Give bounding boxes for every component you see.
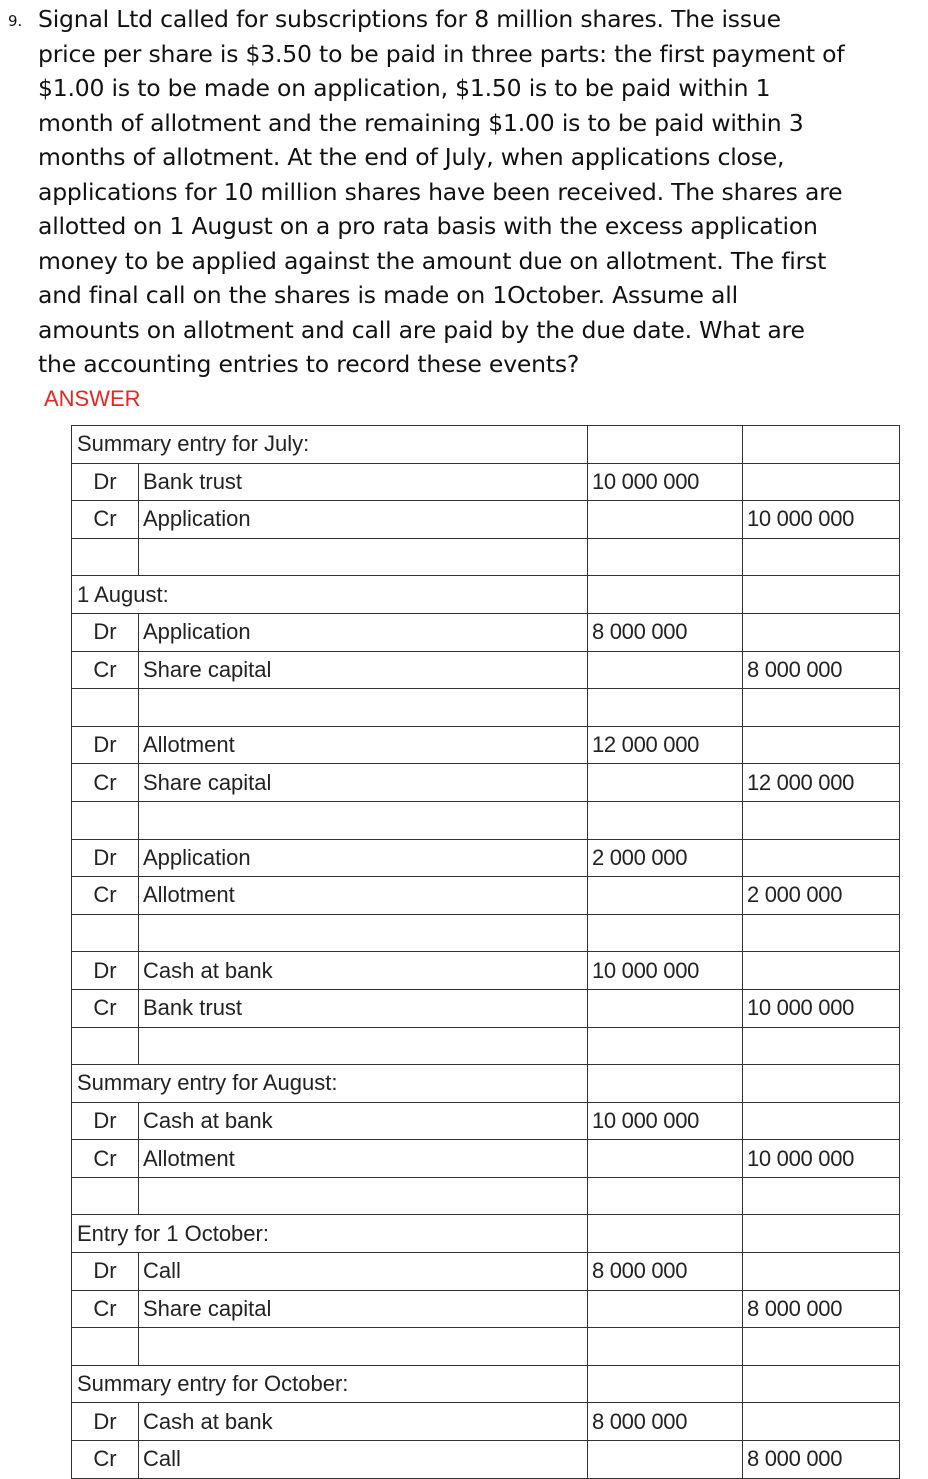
ledger-entry-row [72,613,900,651]
credit-amount [743,1403,900,1441]
question-line: applications for 10 million shares have been received. The shares are [38,177,843,206]
credit-amount [743,1328,900,1366]
credit-amount [743,689,900,727]
entry-heading: Summary entry for July: [72,426,588,464]
answer-label: ANSWER [44,386,141,411]
ledger-blank-row [72,1328,900,1366]
debit-amount [588,426,743,464]
credit-amount [743,1365,900,1403]
dr-cr-indicator [72,1328,139,1366]
entry-heading: Summary entry for October: [72,1365,588,1403]
debit-amount [588,689,743,727]
credit-amount: 8 000 000 [743,1441,900,1479]
debit-amount: 8 000 000 [588,1403,743,1441]
credit-amount [743,1065,900,1103]
account-name [139,914,588,952]
debit-amount [588,1365,743,1403]
ledger-entry-row [72,952,900,990]
debit-amount: 10 000 000 [588,463,743,501]
dr-cr-indicator: Cr [72,1140,139,1178]
account-name: Allotment [139,877,588,915]
dr-cr-indicator: Dr [72,463,139,501]
ledger-heading-row [72,1065,900,1103]
ledger-entry-row [72,989,900,1027]
debit-amount: 8 000 000 [588,1253,743,1291]
account-name: Allotment [139,1140,588,1178]
debit-amount [588,1441,743,1479]
credit-amount [743,1027,900,1065]
account-name [139,1177,588,1215]
debit-amount [588,1177,743,1215]
account-name: Call [139,1253,588,1291]
debit-amount [588,1027,743,1065]
ledger-blank-row [72,1027,900,1065]
debit-amount [588,877,743,915]
ledger-blank-row [72,689,900,727]
ledger-heading-row [72,1365,900,1403]
journal-entries-body [72,426,900,1479]
dr-cr-indicator: Dr [72,613,139,651]
account-name: Share capital [139,1290,588,1328]
credit-amount: 10 000 000 [743,989,900,1027]
account-name: Share capital [139,651,588,689]
credit-amount [743,426,900,464]
question-line: $1.00 is to be made on application, $1.50 is to be paid within 1 [38,74,771,102]
ledger-blank-row [72,801,900,839]
debit-amount [588,1140,743,1178]
dr-cr-indicator [72,801,139,839]
question-line: the accounting entries to record these events? [38,350,580,378]
account-name: Allotment [139,726,588,764]
account-name [139,1328,588,1366]
dr-cr-indicator: Dr [72,1102,139,1140]
ledger-heading-row [72,576,900,614]
credit-amount: 10 000 000 [743,1140,900,1178]
account-name: Cash at bank [139,1102,588,1140]
credit-amount [743,914,900,952]
account-name: Bank trust [139,463,588,501]
account-name: Cash at bank [139,952,588,990]
ledger-blank-row [72,538,900,576]
debit-amount [588,801,743,839]
account-name: Application [139,613,588,651]
credit-amount: 12 000 000 [743,764,900,802]
question-line: month of allotment and the remaining $1.00 is to be paid within 3 [38,108,804,137]
dr-cr-indicator: Cr [72,1441,139,1479]
dr-cr-indicator: Dr [72,1253,139,1291]
credit-amount [743,952,900,990]
debit-amount [588,538,743,576]
ledger-heading-row [72,1215,900,1253]
dr-cr-indicator: Dr [72,726,139,764]
credit-amount [743,1215,900,1253]
debit-amount [588,1328,743,1366]
account-name: Call [139,1441,588,1479]
debit-amount [588,1215,743,1253]
ledger-entry-row [72,1441,900,1479]
dr-cr-indicator: Cr [72,764,139,802]
debit-amount [588,501,743,539]
question-line: and final call on the shares is made on 1October. Assume all [38,281,738,309]
journal-entries-table [71,425,900,1479]
debit-amount: 12 000 000 [588,726,743,764]
ledger-heading-row [72,426,900,464]
ledger-entry-row [72,1290,900,1328]
credit-amount [743,538,900,576]
account-name: Bank trust [139,989,588,1027]
account-name: Application [139,839,588,877]
ledger-entry-row [72,651,900,689]
debit-amount [588,989,743,1027]
ledger-entry-row [72,877,900,915]
debit-amount: 10 000 000 [588,952,743,990]
account-name: Share capital [139,764,588,802]
ledger-entry-row [72,1403,900,1441]
credit-amount [743,839,900,877]
dr-cr-indicator [72,914,139,952]
question-line: price per share is $3.50 to be paid in three parts: the first payment of [38,39,845,68]
dr-cr-indicator [72,1027,139,1065]
credit-amount [743,463,900,501]
credit-amount [743,613,900,651]
ledger-blank-row [72,1177,900,1215]
debit-amount [588,1290,743,1328]
account-name: Application [139,501,588,539]
entry-heading: Entry for 1 October: [72,1215,588,1253]
question-number: 9. [8,12,22,30]
ledger-entry-row [72,726,900,764]
credit-amount [743,726,900,764]
dr-cr-indicator: Cr [72,989,139,1027]
account-name [139,801,588,839]
credit-amount [743,1253,900,1291]
credit-amount [743,801,900,839]
question-line: amounts on allotment and call are paid by the due date. What are [38,315,805,344]
question-line: money to be applied against the amount due on allotment. The first [38,246,827,275]
account-name: Cash at bank [139,1403,588,1441]
dr-cr-indicator: Dr [72,1403,139,1441]
question-line: months of allotment. At the end of July, when applications close, [38,143,785,171]
credit-amount [743,1102,900,1140]
question-line: allotted on 1 August on a pro rata basis with the excess application [38,212,818,240]
credit-amount [743,576,900,614]
debit-amount: 10 000 000 [588,1102,743,1140]
ledger-entry-row [72,1102,900,1140]
debit-amount [588,651,743,689]
ledger-entry-row [72,501,900,539]
credit-amount: 8 000 000 [743,651,900,689]
dr-cr-indicator: Cr [72,501,139,539]
ledger-blank-row [72,914,900,952]
credit-amount [743,1177,900,1215]
account-name [139,538,588,576]
ledger-entry-row [72,764,900,802]
account-name [139,689,588,727]
credit-amount: 8 000 000 [743,1290,900,1328]
ledger-entry-row [72,463,900,501]
debit-amount: 8 000 000 [588,613,743,651]
ledger-entry-row [72,1253,900,1291]
dr-cr-indicator [72,689,139,727]
entry-heading: 1 August: [72,576,588,614]
question-text [8,2,928,382]
credit-amount: 2 000 000 [743,877,900,915]
dr-cr-indicator [72,538,139,576]
debit-amount [588,1065,743,1103]
debit-amount [588,914,743,952]
entry-heading: Summary entry for August: [72,1065,588,1103]
dr-cr-indicator: Cr [72,651,139,689]
dr-cr-indicator: Dr [72,952,139,990]
dr-cr-indicator: Cr [72,1290,139,1328]
debit-amount [588,764,743,802]
ledger-entry-row [72,839,900,877]
credit-amount: 10 000 000 [743,501,900,539]
dr-cr-indicator [72,1177,139,1215]
dr-cr-indicator: Cr [72,877,139,915]
dr-cr-indicator: Dr [72,839,139,877]
debit-amount: 2 000 000 [588,839,743,877]
debit-amount [588,576,743,614]
question-line: Signal Ltd called for subscriptions for 8 million shares. The issue [38,5,781,33]
ledger-entry-row [72,1140,900,1178]
account-name [139,1027,588,1065]
